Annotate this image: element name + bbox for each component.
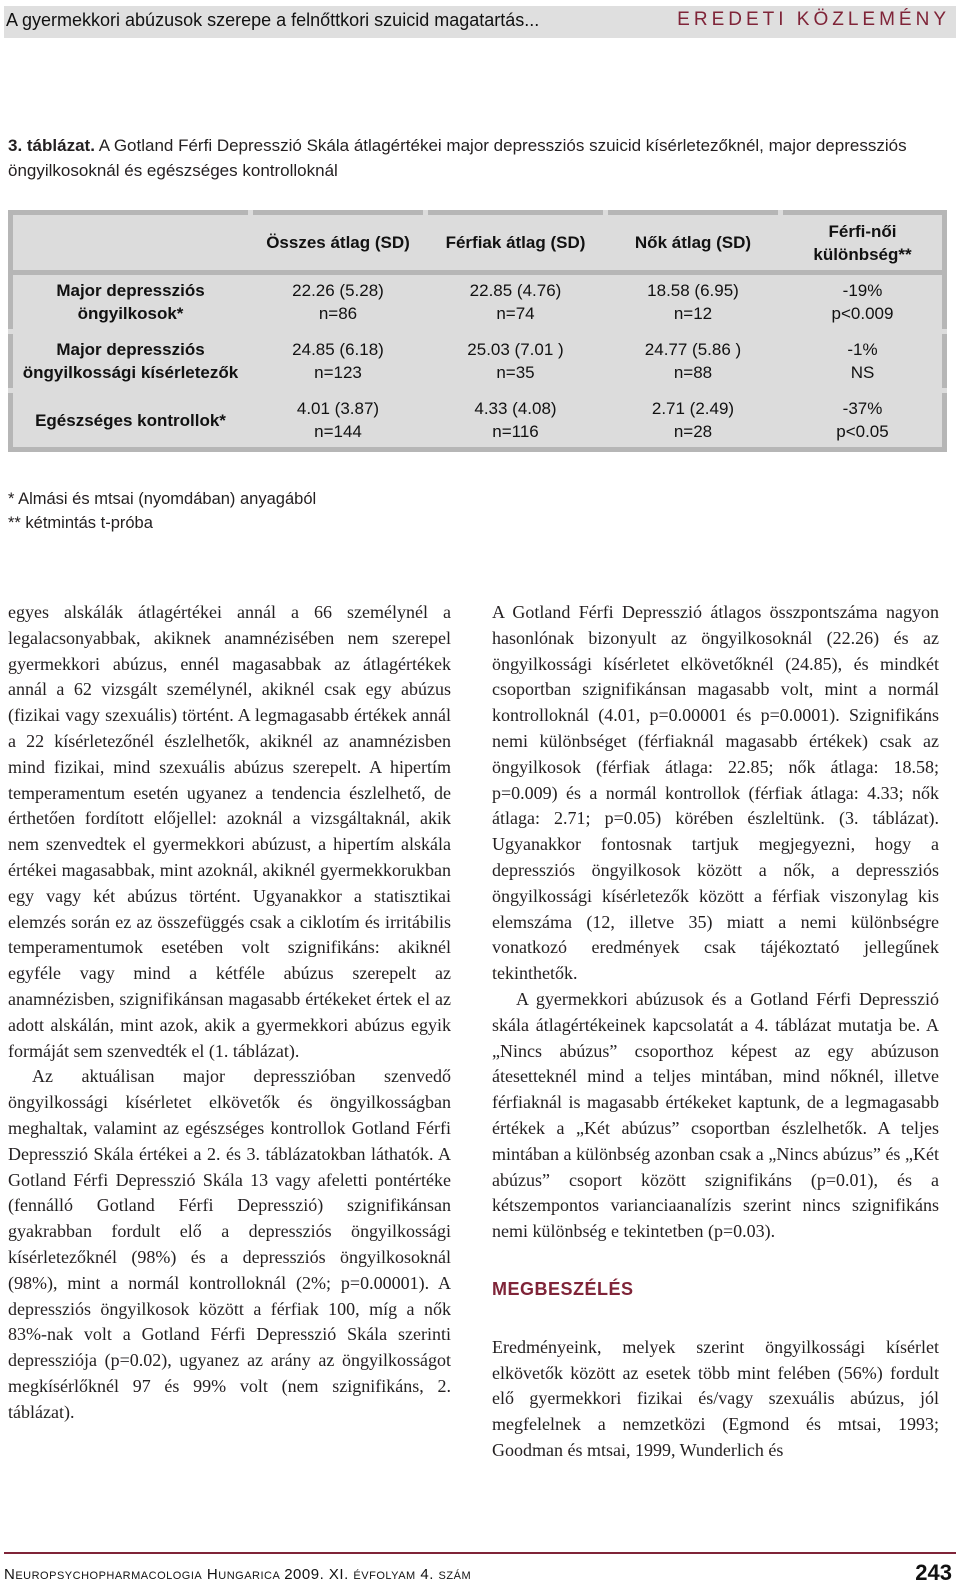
journal-name: Neuropsychopharmacologia Hungarica (4, 1566, 281, 1583)
footer-rule (4, 1552, 956, 1554)
table-row-label: Major depressziós öngyilkosok* (11, 273, 251, 332)
table-header-corner (11, 213, 251, 273)
table-cell: 22.26 (5.28) n=86 (251, 273, 426, 332)
table-cell: 22.85 (4.76) n=74 (426, 273, 606, 332)
table-row (11, 273, 945, 332)
table-cell: 4.33 (4.08) n=116 (426, 391, 606, 450)
section-label: EREDETI KÖZLEMÉNY (677, 9, 950, 30)
table-header-cell: Férfi-női különbség** (781, 213, 945, 273)
table-caption-label: 3. táblázat. (8, 136, 95, 155)
journal-issue: 2009. XI. évfolyam 4. szám (284, 1566, 472, 1583)
footnote: ** kétmintás t-próba (8, 514, 153, 532)
table-row-label: Egészséges kontrollok* (11, 391, 251, 450)
table-row-label: Major depressziós öngyilkossági kísérletezők (11, 332, 251, 391)
table-header-cell: Férfiak átlag (SD) (426, 213, 606, 273)
table-header-cell: Összes átlag (SD) (251, 213, 426, 273)
body-paragraph: Az aktuálisan major depresszióban szenvedő öngyilkossági kísérletet elkövetők és öngyilkosságban meghaltak, valamint az egészséges kontrollok Gotland Férfi Depresszió Skála értékei a 2. és 3. táblázatokban láthatók. A Gotland Férfi Depresszió Skála 13 vagy afeletti pontértéke (fennálló Gotland Férfi Depresszió) szignifikánsan gyakrabban fordult elő a depressziós öngyilkossági kísérletezőknél (98%) és a depressziós öngyilkosoknál (98%), mint a normál kontrolloknál (2%; p=0.00001). A depressziós öngyilkosok között a férfiak 100, míg a nők 83%-nak volt a Gotland Férfi Depresszió Skála szerinti depressziója (p=0.02), ugyanez az arány az öngyilkosságot megkísérlőknél 97 és 99% volt (nem szignifikáns, 2. táblázat). (8, 1066, 451, 1422)
body-column-left (8, 600, 451, 1426)
table-header-cell: Nők átlag (SD) (606, 213, 781, 273)
body-paragraph: Eredményeink, melyek szerint öngyilkossági kísérlet elkövetők között az esetek több mint felében (56%) fordult elő gyermekkori fizikai és/vagy szexuális abúzus, jól megfelelnek a nemzetközi (Egmond és mtsai, 1993; Goodman és mtsai, 1999, Wunderlich és (492, 1336, 939, 1460)
section-heading: MEGBESZÉLÉS (492, 1278, 634, 1299)
table-caption-text: A Gotland Férfi Depresszió Skála átlagértékei major depressziós szuicid kísérletezőknél, major depressziós öngyilkosoknál és egészséges kontrolloknál (8, 136, 907, 180)
table-cell: 24.77 (5.86 ) n=88 (606, 332, 781, 391)
table-header-row (11, 213, 945, 273)
body-column-right (492, 600, 939, 1464)
running-title: A gyermekkori abúzusok szerepe a felnőttkori szuicid magatartás... (6, 10, 540, 30)
body-paragraph: egyes alskálák átlagértékei annál a 66 személynél a legalacsonyabbak, akiknek anamnézisében nem szerepel gyermekkori abúzus, ennél magasabbak az átlagértékek annál a 62 vizsgált személynél, akiknél csak egy abúzus (fizikai vagy szexuális) történt. A legmagasabb értékek annál a 22 kísérletezőnél észlelhetők, akiknél az anamnézisben mind fizikai, mind szexuális abúzus szerepelt. A hipertím temperamentum esetén ugyanez a tendencia észlelhető, de érthetően fordított előjellel: azoknál a vizsgáltaknál, akik nem szenvedtek el gyermekkori abúzust, a hipertím alskála értékei magasabbak, mint azoknál, akiknél gyermekkorukban egy vagy két abúzus történt. Ugyanakkor a statisztikai elemzés során ez az összefüggés csak a ciklotím és irritábilis temperamentumok esetében volt szignifikáns: akiknél egyféle vagy mind a kétféle abúzus szerepelt az anamnézisben, szignifikánsan magasabb értékeket értek el az adott alskálán, mint azok, akik a gyermekkori abúzus egyik formáját sem szenvedték el (1. táblázat). (8, 602, 451, 1061)
table-cell: 2.71 (2.49) n=28 (606, 391, 781, 450)
table-row (11, 332, 945, 391)
page-number: 243 (915, 1560, 952, 1585)
body-paragraph: A Gotland Férfi Depresszió átlagos összpontszáma nagyon hasonlónak bizonyult az öngyilkosoknál (22.26) és az öngyilkossági kísérletet elkövetőknél (24.85), és mindkét csoportban szignifikánsan magasabb volt, mint a normál kontrolloknál (4.01, p=0.00001 és p=0.0001). Szignifikáns nemi különbséget (férfiaknál magasabb értékek) csak az öngyilkosok (férfiak átlaga: 22.85; nők átlaga: 18.58; p=0.009) és a normál kontrollok (férfiak átlaga: 4.33; nők átlaga: 2.71; p=0.05) körében észleltünk. (3. táblázat). Ugyanakkor fontosnak tartjuk megjegyezni, hogy a depressziós öngyilkosok között a nők, a depressziós öngyilkossági kísérletezők között a férfiak viszonylag kis elemszáma (12, illetve 35) miatt a nemi különbségre vonatkozó eredmények csak tájékoztató jellegűnek tekinthetők. (492, 602, 939, 984)
table-footnotes (8, 487, 316, 535)
page-footer (4, 1560, 956, 1585)
body-paragraph: A gyermekkori abúzusok és a Gotland Férfi Depresszió skála átlagértékeinek kapcsolatát a 4. táblázat mutatja be. A „Nincs abúzus” csoporthoz képest az egy abúzuson átesetteknél mind a teljes mintában, mind nőknél, illetve férfiaknál is magasabb értékeket kaptunk, de a legmagasabb értékek a „Két abúzus” csoportban észlelhetők. A teljes mintában a különbség azonban csak a „Nincs abúzus” és „Két abúzus” csoport között szignifikáns (p=0.01), és a kétszempontos varianciaanalízis szerint nincs szignifikáns nemi különbség e tekintetben (p=0.03). (492, 988, 939, 1242)
table-cell: 24.85 (6.18) n=123 (251, 332, 426, 391)
table-cell: -1% NS (781, 332, 945, 391)
table-cell: -37% p<0.05 (781, 391, 945, 450)
table-caption (8, 133, 948, 183)
table-row (11, 391, 945, 450)
footnote: * Almási és mtsai (nyomdában) anyagából (8, 490, 317, 508)
running-header (4, 6, 956, 38)
table-cell: 18.58 (6.95) n=12 (606, 273, 781, 332)
table-cell: 25.03 (7.01 ) n=35 (426, 332, 606, 391)
data-table (8, 210, 947, 452)
table-cell: 4.01 (3.87) n=144 (251, 391, 426, 450)
table-cell: -19% p<0.009 (781, 273, 945, 332)
